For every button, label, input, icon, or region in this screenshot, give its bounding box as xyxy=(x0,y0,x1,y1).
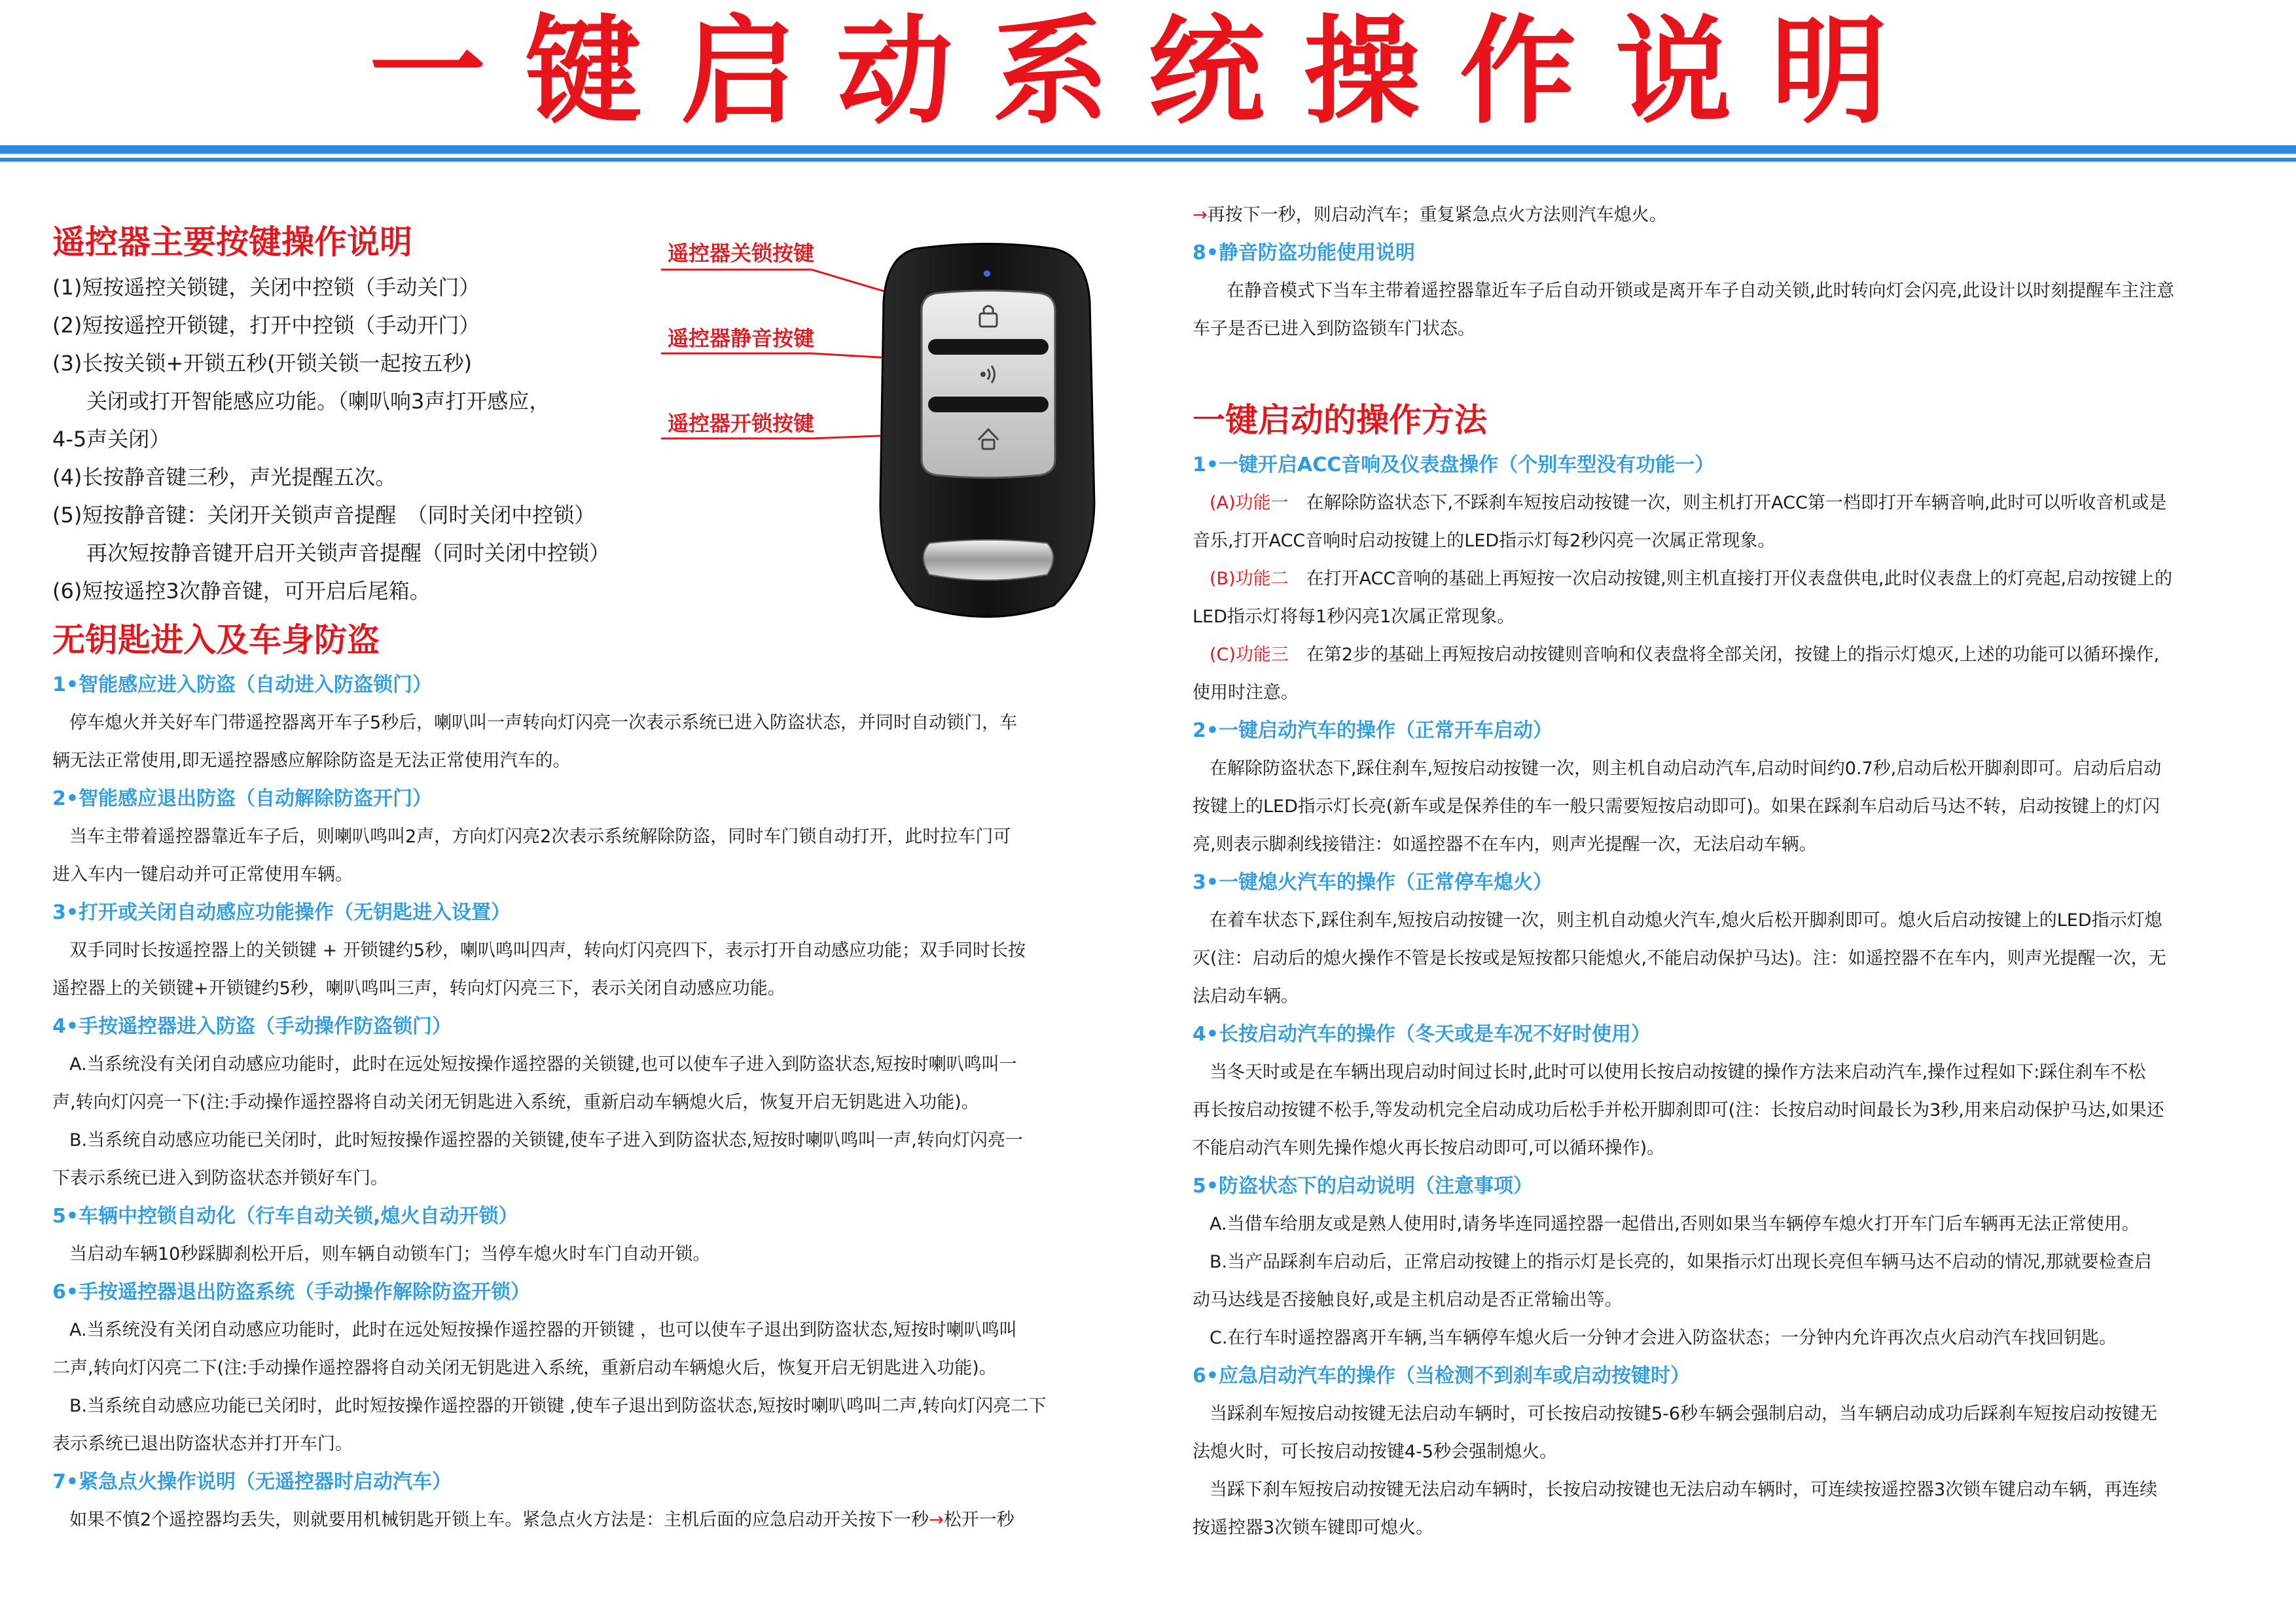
start-r5-p1: A.当借车给朋友或是熟人使用时,请务毕连同遥控器一起借出,否则如果当车辆停车熄火打开车门后车辆再无法正常使用。 xyxy=(1210,1214,2140,1234)
basic-line-8: 再次短按静音键开启开关锁声音提醒（同时关闭中控锁） xyxy=(86,541,611,565)
start-r2-p1: 在解除防盗状态下,踩住刹车,短按启动按键一次，则主机自动启动汽车,启动时间约0.7秒,启动后松开脚刹即可。启动后启动 xyxy=(1210,758,2162,779)
start-r1-a2: 音乐,打开ACC音响时启动按键上的LED指示灯每2秒闪亮一次属正常现象。 xyxy=(1193,531,1776,551)
keyless-s4-p4: 下表示系统已进入到防盗状态并锁好车门。 xyxy=(52,1168,388,1188)
keyless-s1-p2: 辆无法正常使用,即无遥控器感应解除防盗是无法正常使用汽车的。 xyxy=(52,751,571,771)
keyless-s2-p2: 进入车内一键启动并可正常使用车辆。 xyxy=(52,865,353,885)
key-fob-illustration xyxy=(655,229,1126,654)
unlock-button-label: 遥控器开锁按键 xyxy=(668,411,815,436)
basic-line-6: (4)长按静音键三秒，声光提醒五次。 xyxy=(52,465,397,490)
start-r4-p2: 再长按启动按键不松手,等发动机完全启动成功后松手并松开脚刹即可(注：长按启动时间最长为3秒,用来启动保护马达,如果还 xyxy=(1193,1100,2164,1120)
keyless-heading: 无钥匙进入及车身防盗 xyxy=(52,621,380,659)
start-r4-title: 4•长按启动汽车的操作（冬天或是车况不好时使用） xyxy=(1193,1023,1651,1046)
title-stripe-thin xyxy=(0,158,2296,162)
function-two-tag: (B)功能二 xyxy=(1210,569,1289,589)
keyless-s6-p3: B.当系统自动感应功能已关闭时，此时短按操作遥控器的开锁键 ,使车子退出到防盗状态,短按时喇叭鸣叫二声,转向灯闪亮二下 xyxy=(69,1396,1047,1416)
divider-bar-2 xyxy=(928,397,1049,412)
divider-bar-1 xyxy=(928,339,1049,355)
start-r2-p3: 亮,则表示脚刹线接错注：如遥控器不在车内，则声光提醒一次，无法启动车辆。 xyxy=(1193,834,1817,855)
arrow-icon: → xyxy=(929,1510,944,1530)
keyless-s7-text-b: 松开一秒 xyxy=(943,1510,1014,1530)
keyless-s2-p1: 当车主带着遥控器靠近车子后，则喇叭鸣叫2声，方向灯闪亮2次表示系统解除防盗，同时车门锁自动打开，此时拉车门可 xyxy=(69,827,1011,847)
start-r1-a1 xyxy=(1193,484,2253,522)
keyless-s4-p3: B.当系统自动感应功能已关闭时，此时短按操作遥控器的关锁键,使车子进入到防盗状态,短按时喇叭鸣叫一声,转向灯闪亮一 xyxy=(69,1130,1023,1150)
start-r1-b1 xyxy=(1193,560,2253,598)
start-heading: 一键启动的操作方法 xyxy=(1193,401,1487,439)
emergency-continuation xyxy=(1193,196,2253,234)
start-r5-title: 5•防盗状态下的启动说明（注意事项） xyxy=(1193,1175,1534,1198)
silent-p1: 在静音模式下当车主带着遥控器靠近车子后自动开锁或是离开车子自动关锁,此时转向灯会闪亮,此设计以时刻提醒车主注意 xyxy=(1227,281,2175,301)
start-r1-b2: LED指示灯将每1秒闪亮1次属正常现象。 xyxy=(1193,607,1515,627)
start-r1-c1 xyxy=(1193,636,2253,674)
basic-line-7: (5)短按静音键：关闭开关锁声音提醒 （同时关闭中控锁） xyxy=(52,503,596,527)
key-fob-drawing xyxy=(655,229,1126,654)
start-r5-p2: B.当产品踩刹车启动后，正常启动按键上的指示灯是长亮的，如果指示灯出现长亮但车辆马达不启动的情况,那就要检查启 xyxy=(1210,1252,2152,1272)
keyless-s3-p2: 遥控器上的关锁键+开锁键约5秒，喇叭鸣叫三声，转向灯闪亮三下，表示关闭自动感应功能。 xyxy=(52,978,785,999)
emergency-continuation-text: 再按下一秒，则启动汽车；重复紧急点火方法则汽车熄火。 xyxy=(1207,205,1667,225)
start-r3-p1: 在着车状态下,踩住刹车,短按启动按键一次，则主机自动熄火汽车,熄火后松开脚刹即可。熄火后启动按键上的LED指示灯熄 xyxy=(1210,910,2162,931)
start-r6-p4: 按遥控器3次锁车键即可熄火。 xyxy=(1193,1518,1434,1538)
basic-line-4: 关闭或打开智能感应功能。（喇叭响3声打开感应， xyxy=(86,389,550,414)
start-r6-title: 6•应急启动汽车的操作（当检测不到刹车或启动按键时） xyxy=(1193,1364,1691,1387)
basic-line-1: (1)短按遥控关锁键，关闭中控锁（手动关门） xyxy=(52,275,480,300)
title-stripe-thick xyxy=(0,145,2296,154)
basic-line-3: (3)长按关锁+开锁五秒(开锁关锁一起按五秒) xyxy=(52,351,473,376)
start-r2-title: 2•一键启动汽车的操作（正常开车启动） xyxy=(1193,719,1553,742)
start-r6-p1: 当踩刹车短按启动按键无法启动车辆时，可长按启动按键5-6秒车辆会强制启动，当车辆启动成功后踩刹车短按启动按键无 xyxy=(1210,1404,2158,1424)
keyless-s4-title: 4•手按遥控器进入防盗（手动操作防盗锁门） xyxy=(52,1015,452,1038)
keyless-s1-title: 1•智能感应进入防盗（自动进入防盗锁门） xyxy=(52,673,433,696)
start-r5-p4: C.在行车时遥控器离开车辆,当车辆停车熄火后一分钟才会进入防盗状态；一分钟内允许再次点火启动汽车找回钥匙。 xyxy=(1210,1328,2117,1348)
keyless-s3-title: 3•打开或关闭自动感应功能操作（无钥匙进入设置） xyxy=(52,901,511,924)
start-r3-p2: 灭(注：启动后的熄火操作不管是长按或是短按都只能熄火,不能启动保护马达)。注：如遥控器不在车内，则声光提醒一次，无 xyxy=(1193,948,2166,969)
right-column xyxy=(1193,196,2253,1547)
start-r1-title: 1•一键开启ACC音响及仪表盘操作（个别车型没有功能一） xyxy=(1193,454,1715,476)
keyless-s7-text: 如果不慎2个遥控器均丢失，则就要用机械钥匙开锁上车。紧急点火方法是：主机后面的应急启动开关按下一秒 xyxy=(69,1510,929,1530)
start-r2-p2: 按键上的LED指示灯长亮(新车或是保养佳的车一般只需要短按启动即可)。如果在踩刹车启动后马达不转，启动按键上的灯闪 xyxy=(1193,796,2160,817)
keyless-s4-p2: 声,转向灯闪亮一下(注:手动操作遥控器将自动关闭无钥匙进入系统，重新启动车辆熄火后，恢复开启无钥匙进入功能)。 xyxy=(52,1092,979,1113)
function-one-text: 在解除防盗状态下,不踩刹车短按启动按键一次，则主机打开ACC第一档即打开车辆音响,此时可以听收音机或是 xyxy=(1306,493,2167,513)
mute-button-label: 遥控器静音按键 xyxy=(668,326,815,351)
keyless-s6-p2: 二声,转向灯闪亮二下(注:手动操作遥控器将自动关闭无钥匙进入系统，重新启动车辆熄火后，恢复开启无钥匙进入功能)。 xyxy=(52,1358,997,1378)
start-r4-p1: 当冬天时或是在车辆出现启动时间过长时,此时可以使用长按启动按键的操作方法来启动汽车,操作过程如下:踩住刹车不松 xyxy=(1210,1062,2146,1082)
keyless-s2-title: 2•智能感应退出防盗（自动解除防盗开门） xyxy=(52,787,433,810)
function-one-tag: (A)功能一 xyxy=(1210,493,1289,513)
keyless-s6-title: 6•手按遥控器退出防盗系统（手动操作解除防盗开锁） xyxy=(52,1281,531,1304)
trunk-button xyxy=(924,540,1053,580)
keyless-s5-p1: 当启动车辆10秒踩脚刹松开后，则车辆自动锁车门；当停车熄火时车门自动开锁。 xyxy=(69,1244,711,1264)
keyless-s3-p1: 双手同时长按遥控器上的关锁键 + 开锁键约5秒，喇叭鸣叫四声，转向灯闪亮四下，表示打开自动感应功能；双手同时长按 xyxy=(69,940,1026,961)
start-r4-p3: 不能启动汽车则先操作熄火再长按启动即可,可以循环操作)。 xyxy=(1193,1138,1665,1158)
basic-line-9: (6)短按遥控3次静音键，可开启后尾箱。 xyxy=(52,579,431,603)
keyless-s6-p4: 表示系统已退出防盗状态并打开车门。 xyxy=(52,1434,353,1454)
keyless-s7-title: 7•紧急点火操作说明（无遥控器时启动汽车） xyxy=(52,1471,452,1493)
lock-button-label: 遥控器关锁按键 xyxy=(668,241,815,266)
keyless-s4-p1: A.当系统没有关闭自动感应功能时，此时在远处短按操作遥控器的关锁键,也可以使车子进入到防盗状态,短按时喇叭鸣叫一 xyxy=(69,1054,1017,1075)
keyless-s5-title: 5•车辆中控锁自动化（行车自动关锁,熄火自动开锁） xyxy=(52,1205,518,1228)
arrow-icon-2: → xyxy=(1193,205,1208,225)
function-three-text: 在第2步的基础上再短按启动按键则音响和仪表盘将全部关闭，按键上的指示灯熄灭,上述的功能可以循环操作, xyxy=(1306,645,2160,665)
keyless-s1-p1: 停车熄火并关好车门带遥控器离开车子5秒后，喇叭叫一声转向灯闪亮一次表示系统已进入防盗状态，并同时自动锁门，车 xyxy=(69,713,1018,733)
start-r5-p3: 动马达线是否接触良好,或是主机启动是否正常输出等。 xyxy=(1193,1290,1623,1310)
start-r6-p3: 当踩下刹车短按启动按键无法启动车辆时，长按启动按键也无法启动车辆时，可连续按遥控器3次锁车键启动车辆，再连续 xyxy=(1210,1480,2158,1500)
start-r3-title: 3•一键熄火汽车的操作（正常停车熄火） xyxy=(1193,871,1553,894)
function-two-text: 在打开ACC音响的基础上再短按一次启动按键,则主机直接打开仪表盘供电,此时仪表盘上的灯亮起,启动按键上的 xyxy=(1306,569,2173,589)
start-r1-c2: 使用时注意。 xyxy=(1193,683,1299,703)
silent-title: 8•静音防盗功能使用说明 xyxy=(1193,241,1416,264)
basic-line-5: 4-5声关闭） xyxy=(52,427,171,452)
start-r3-p3: 法启动车辆。 xyxy=(1193,986,1299,1007)
silent-p2: 车子是否已进入到防盗锁车门状态。 xyxy=(1193,319,1475,339)
led-indicator xyxy=(984,270,990,277)
function-three-tag: (C)功能三 xyxy=(1210,645,1289,665)
keyless-s7-p1 xyxy=(52,1501,1113,1539)
basic-line-2: (2)短按遥控开锁键，打开中控锁（手动开门） xyxy=(52,313,480,338)
start-r6-p2: 法熄火时，可长按启动按键4-5秒会强制熄火。 xyxy=(1193,1442,1558,1462)
keyless-s6-p1: A.当系统没有关闭自动感应功能时，此时在远处短按操作遥控器的开锁键 ，也可以使车子退出到防盗状态,短按时喇叭鸣叫 xyxy=(69,1320,1017,1340)
remote-basic-heading: 遥控器主要按键操作说明 xyxy=(52,223,412,261)
page-title: 一键启动系统操作说明 xyxy=(369,4,1927,139)
